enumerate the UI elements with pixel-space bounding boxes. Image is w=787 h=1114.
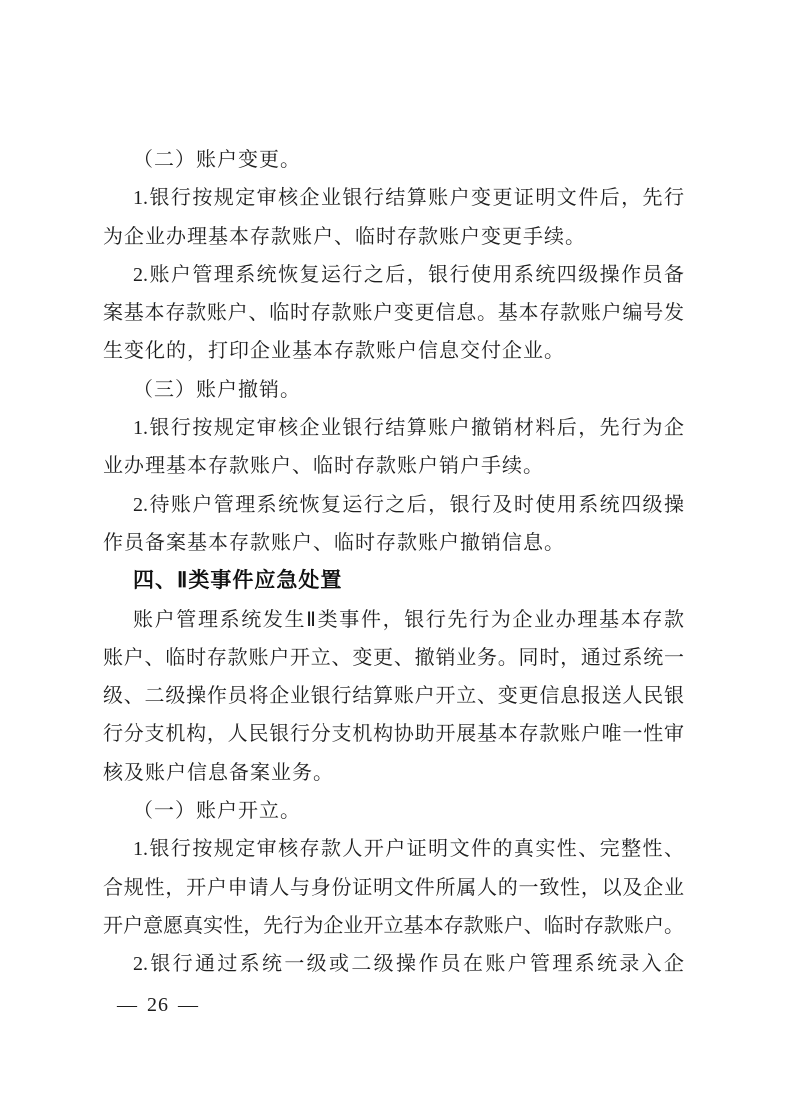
text-line: 账户、临时存款账户开立、变更、撤销业务。同时，通过系统一: [103, 646, 684, 669]
text-line: （三）账户撤销。: [133, 378, 301, 401]
section-heading: 四、Ⅱ类事件应急处置: [133, 569, 343, 593]
text-line: （一）账户开立。: [133, 800, 301, 823]
text-line: 为企业办理基本存款账户、临时存款账户变更手续。: [103, 225, 586, 248]
text-line: 2.待账户管理系统恢复运行之后，银行及时使用系统四级操: [133, 493, 684, 516]
text-line: 账户管理系统发生Ⅱ类事件，银行先行为企业办理基本存款: [133, 608, 684, 631]
text-line: 1.银行按规定审核企业银行结算账户变更证明文件后，先行: [133, 187, 684, 210]
text-line: 行分支机构，人民银行分支机构协助开展基本存款账户唯一性审: [103, 723, 684, 746]
page-number: — 26 —: [117, 994, 199, 1016]
text-line: 作员备案基本存款账户、临时存款账户撤销信息。: [103, 531, 565, 554]
text-line: 合规性，开户申请人与身份证明文件所属人的一致性，以及企业: [103, 876, 684, 899]
text-line: 1.银行按规定审核存款人开户证明文件的真实性、完整性、: [133, 838, 684, 861]
text-line: 1.银行按规定审核企业银行结算账户撤销材料后，先行为企: [133, 417, 684, 440]
text-line: 2.账户管理系统恢复运行之后，银行使用系统四级操作员备: [133, 263, 684, 286]
text-line: 生变化的，打印企业基本存款账户信息交付企业。: [103, 340, 565, 363]
document-lines: [103, 141, 684, 984]
text-line: 开户意愿真实性，先行为企业开立基本存款账户、临时存款账户。: [103, 914, 684, 937]
text-line: 案基本存款账户、临时存款账户变更信息。基本存款账户编号发: [103, 302, 684, 325]
text-line: 2.银行通过系统一级或二级操作员在账户管理系统录入企: [133, 953, 684, 976]
text-line: 业办理基本存款账户、临时存款账户销户手续。: [103, 455, 544, 478]
page-footer: [117, 991, 199, 1019]
text-line: 核及账户信息备案业务。: [103, 761, 334, 784]
text-line: （二）账户变更。: [133, 149, 301, 171]
text-line: 级、二级操作员将企业银行结算账户开立、变更信息报送人民银: [103, 685, 684, 708]
